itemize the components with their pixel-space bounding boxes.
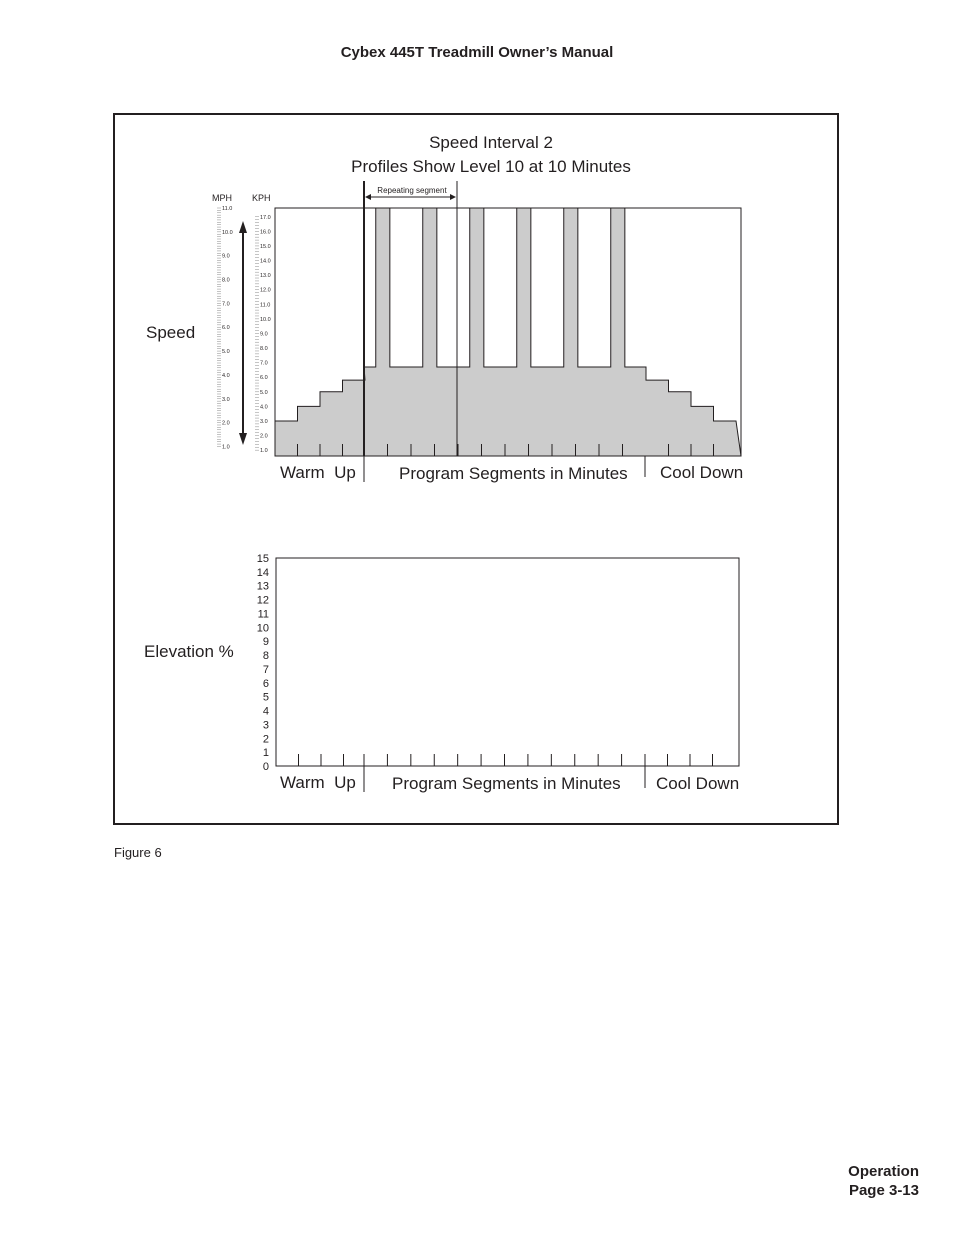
repeating-arrowhead-left [365, 194, 371, 200]
mph-tick-label: 3.0 [222, 396, 230, 403]
elevation-tick-label: 9 [262, 636, 269, 649]
figure-svg [115, 115, 837, 823]
mph-tick-label: 10.0 [222, 229, 233, 236]
figure-title: Speed Interval 2 [429, 133, 553, 152]
footer-page: Page 3-13 [848, 1182, 919, 1199]
mph-tick-label: 5.0 [222, 349, 230, 356]
elevation-tick-label: 1 [262, 747, 269, 760]
speed-arrowhead-up [239, 221, 247, 233]
speed-cooldown-label: Cool Down [660, 463, 744, 482]
elevation-tick-label: 12 [256, 594, 269, 607]
elevation-tick-label: 14 [256, 566, 269, 579]
mph-tick-label: 1.0 [222, 444, 230, 451]
elevation-chart-frame [276, 558, 739, 766]
mph-tick-label: 4.0 [222, 372, 230, 379]
kph-unit-label: KPH [252, 193, 271, 203]
kph-tick-label: 17.0 [260, 214, 271, 221]
kph-tick-label: 1.0 [260, 448, 268, 455]
elevation-tick-label: 8 [262, 650, 269, 663]
kph-tick-label: 3.0 [260, 418, 268, 425]
elevation-cooldown-label: Cool Down [656, 774, 740, 793]
kph-tick-label: 11.0 [260, 302, 271, 309]
kph-tick-label: 10.0 [260, 316, 271, 323]
kph-tick-label: 16.0 [260, 229, 271, 236]
kph-tick-label: 14.0 [260, 258, 271, 265]
speed-scales [217, 206, 271, 454]
elevation-tick-label: 3 [262, 719, 269, 732]
kph-tick-label: 12.0 [260, 287, 271, 294]
kph-tick-label: 2.0 [260, 433, 268, 440]
kph-tick-label: 15.0 [260, 243, 271, 250]
elevation-tick-label: 15 [256, 553, 269, 565]
kph-tick-label: 13.0 [260, 273, 271, 280]
mph-tick-label: 2.0 [222, 420, 230, 427]
mph-tick-label: 8.0 [222, 277, 230, 284]
kph-tick-label: 5.0 [260, 389, 268, 396]
elevation-tick-label: 7 [262, 663, 269, 676]
kph-tick-label: 7.0 [260, 360, 268, 367]
kph-tick-label: 8.0 [260, 346, 268, 353]
elevation-tick-label: 5 [262, 691, 269, 704]
elevation-tick-label: 2 [262, 733, 269, 746]
mph-tick-label: 7.0 [222, 301, 230, 308]
elevation-tick-label: 10 [256, 622, 269, 635]
elevation-warmup-label: Warm Up [280, 773, 356, 792]
manual-title: Cybex 445T Treadmill Owner’s Manual [340, 44, 614, 61]
elevation-chart [257, 553, 739, 792]
figure-subtitle: Profiles Show Level 10 at 10 Minutes [351, 157, 631, 176]
kph-tick-label: 6.0 [260, 375, 268, 382]
figure-frame [113, 113, 839, 825]
page-footer [848, 1162, 919, 1200]
speed-chart [275, 181, 744, 482]
mph-tick-label: 11.0 [222, 206, 233, 212]
mph-unit-label: MPH [212, 193, 232, 203]
elevation-tick-label: 6 [262, 677, 269, 690]
elevation-tick-label: 0 [262, 761, 269, 773]
kph-tick-label: 9.0 [260, 331, 268, 338]
figure-caption: Figure 6 [114, 845, 162, 860]
speed-program-label: Program Segments in Minutes [399, 464, 628, 483]
footer-section: Operation [848, 1163, 919, 1180]
elevation-tick-label: 4 [262, 705, 269, 718]
speed-profile-area [275, 208, 741, 456]
speed-arrowhead-down [239, 433, 247, 445]
elevation-program-label: Program Segments in Minutes [392, 774, 621, 793]
elevation-tick-label: 13 [256, 580, 269, 593]
repeating-arrowhead-right [450, 194, 456, 200]
speed-axis-label: Speed [146, 323, 196, 342]
repeating-segment-label: Repeating segment [377, 186, 447, 195]
elevation-tick-label: 11 [257, 608, 269, 621]
mph-tick-label: 9.0 [222, 253, 230, 260]
speed-warmup-label: Warm Up [280, 463, 356, 482]
mph-tick-label: 6.0 [222, 325, 230, 332]
elevation-axis-label: Elevation % [144, 642, 234, 661]
kph-tick-label: 4.0 [260, 404, 268, 411]
